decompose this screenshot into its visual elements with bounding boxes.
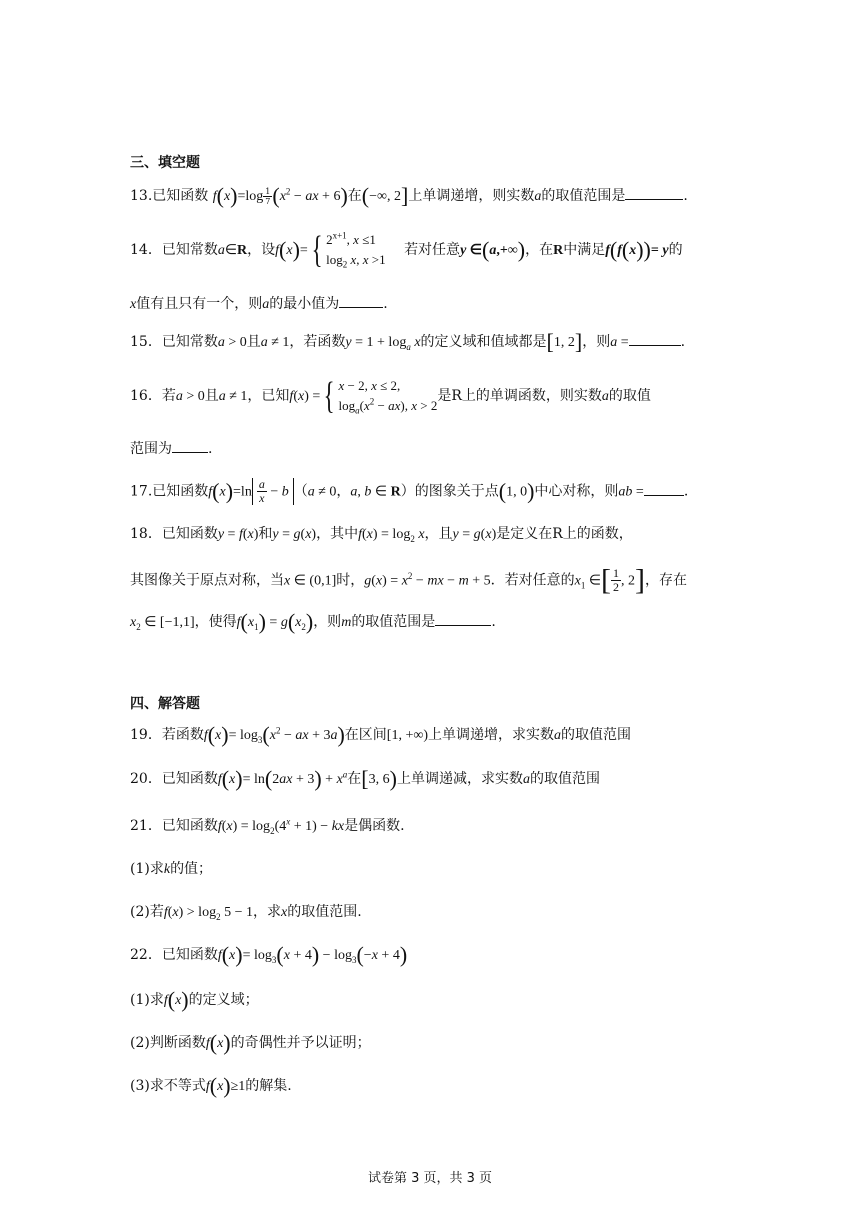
question-14-line2: x值有且只有一个，则a的最小值为 .	[130, 293, 734, 316]
question-19: 19．若函数$f(x)= \log_3(x^2$ − ax + 3a)在区间[1, +∞)上单调递增，求实数a的取值范围	[130, 722, 631, 747]
question-18-line3: $x_2$ ∈ [−1,1]，使得$f(x_1) = g(x_2)$，则m的取值范围是 .	[130, 609, 496, 634]
section-title-answer: 四、解答题	[130, 696, 200, 712]
answer-blank[interactable]	[172, 438, 208, 453]
answer-blank[interactable]	[644, 481, 684, 496]
question-21-part2: (2)若$f(x) > \log_2 5 - 1$，求x的取值范围.	[130, 904, 362, 922]
question-16-line2: 范围为 .	[130, 438, 734, 460]
answer-blank[interactable]	[435, 611, 491, 626]
answer-blank[interactable]	[629, 331, 681, 346]
question-22-part3: (3)求不等式f(x)≥1的解集.	[130, 1073, 292, 1098]
answer-blank[interactable]	[339, 293, 383, 308]
answer-blank[interactable]	[625, 185, 683, 200]
question-20: 20．已知函数$f(x)= \ln(2ax + 3) + x^a$在[3, 6)上单调递减，求实数a的取值范围	[130, 766, 600, 791]
section-title-fill-in: 三、填空题	[130, 155, 200, 171]
question-13: 13.已知函数 f(x)=log $\frac{1}{7}$ ($x^2$ − ax + 6)在(−∞, 2]上单调递增，则实数a的取值范围是 .	[130, 183, 688, 208]
question-22-part1: (1)求f(x)的定义域；	[130, 987, 259, 1012]
question-14: 14．已知常数a∈R，设f(x)={ $2^{x+1}$, x ≤1 $\log_2 x$, x >1 若对任意y ∈(a,+∞)，在R中满足f(f(x))= y的	[130, 229, 683, 271]
question-17: 17.已知函数f(x)=ln $\frac{a}{x}$ − b （a ≠ 0，a, b ∈ R）的图象关于点(1, 0)中心对称，则ab = .	[130, 477, 689, 505]
question-22-part2: (2)判断函数f(x)的奇偶性并予以证明；	[130, 1030, 371, 1055]
question-18-line2: 其图像关于原点对称，当x ∈ (0,1]时，$g(x) = x^2$ − mx − m + 5．若对任意的$x_1$ ∈[ $\frac{1}{2}$ , 2]，存在	[130, 563, 688, 597]
question-21-part1: (1)求k的值；	[130, 861, 213, 877]
question-18: 18．已知函数y = f(x)和y = g(x)，其中$f(x) = \log_2 x$，且y = g(x)是定义在R上的函数，	[130, 526, 633, 544]
page-footer: 试卷第 3 页，共 3 页	[367, 1171, 493, 1186]
question-22: 22．已知函数$f(x)= \log_3(x + 4) - \log_3(-x + 4)$	[130, 942, 408, 967]
question-21: 21．已知函数$f(x) = \log_2(4^x + 1)$ − kx是偶函数.	[130, 816, 405, 836]
question-15: 15．已知常数a > 0且a ≠ 1，若函数$y = 1 + \log_a x$的定义域和值域都是[1, 2]，则a = .	[130, 329, 686, 354]
question-16: 16．若a > 0且a ≠ 1，已知f(x) ={ x − 2, x ≤ 2, $\log_a(x^2 - ax)$, x > 2 是R上的单调函数，则实数a的取值	[130, 375, 651, 417]
